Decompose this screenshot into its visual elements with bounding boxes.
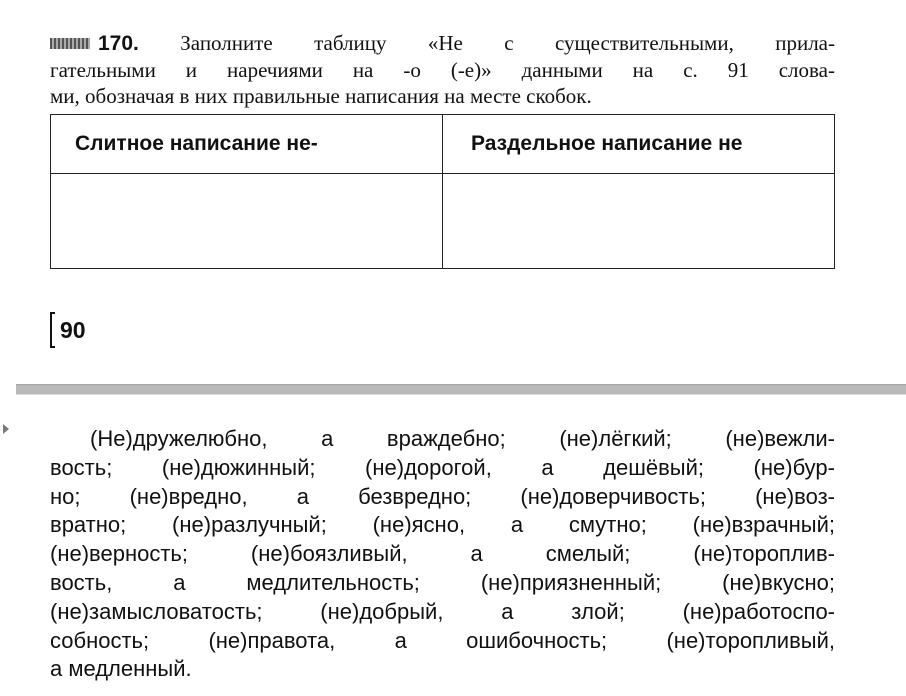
page-number: 90: [50, 312, 86, 348]
word-list-line: а медленный.: [50, 656, 192, 682]
cell-separate-spelling[interactable]: [443, 174, 835, 269]
word-list-line: вратно; (не)разлучный; (не)ясно, а смутно; (не)взрачный;: [50, 512, 835, 538]
page-bracket: [50, 312, 55, 348]
exercise-number: 170.: [98, 32, 139, 55]
cell-merged-spelling[interactable]: [51, 174, 443, 269]
table-header-row: [51, 115, 835, 174]
word-list-line: вость; (не)дюжинный; (не)дорогой, а дешёвый; (не)бур-: [50, 454, 835, 480]
word-list-line: но; (не)вредно, а безвредно; (не)доверчивость; (не)воз-: [50, 483, 835, 509]
header-merged-spelling: Слитное написание не-: [51, 115, 443, 174]
word-list-line: (не)верность; (не)боязливый, а смелый; (не)тороплив-: [50, 541, 835, 567]
table-row: [51, 174, 835, 269]
page-separator: [16, 384, 906, 395]
header-separate-spelling: Раздельное написание не: [443, 115, 835, 174]
exercise-line: 170. Заполните таблицу «Не с существительными, прила-: [50, 30, 835, 57]
exercise-marker-icon: [50, 38, 90, 49]
exercise-text: [50, 30, 835, 109]
word-list-line: (не)замысловатость; (не)добрый, а злой; (не)работоспо-: [50, 598, 835, 624]
exercise-line: ми, обозначая в них правильные написания на месте скобок.: [50, 84, 592, 108]
word-list-line: вость, а медлительность; (не)приязненный; (не)вкусно;: [50, 569, 835, 595]
side-arrow-icon[interactable]: [3, 424, 9, 434]
answer-table: [50, 114, 835, 269]
exercise-line: гательными и наречиями на -о (-е)» данными на с. 91 слова-: [50, 58, 835, 82]
word-list: [50, 425, 835, 684]
word-list-line: (Не)дружелюбно, а враждебно; (не)лёгкий; (не)вежли-: [90, 426, 835, 451]
word-list-line: собность; (не)правота, а ошибочность; (не)торопливый,: [50, 627, 835, 653]
